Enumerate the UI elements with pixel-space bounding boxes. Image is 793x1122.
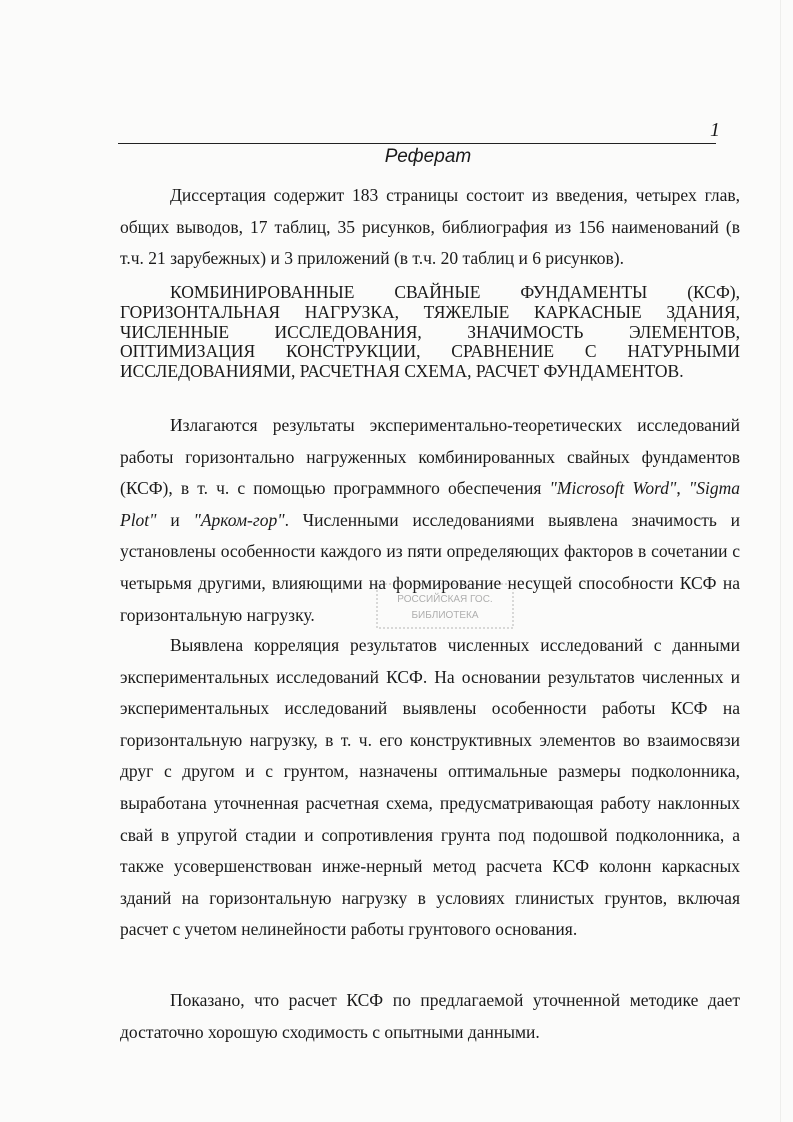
research-paragraph: [120, 410, 740, 631]
research-text-start: Излагаются результаты экспериментально-теоретических исследований работы горизонтально нагруженных комбинированных свайных фундаментов (КСФ), в т. ч. с помощью программного обеспечения: [120, 415, 740, 499]
separator-and: и: [156, 509, 194, 530]
conclusion-paragraph: Показано, что расчет КСФ по предлагаемой уточненной методике дает достаточно хорошую сходимость с опытными данными.: [120, 990, 740, 1042]
summary-paragraph: Диссертация содержит 183 страницы состоит из введения, четырех глав, общих выводов, 17 таблиц, 35 рисунков, библиография из 156 наименований (в т.ч. 21 зарубежных) и 3 приложений (в т.ч. 20 таблиц и 6 рисунков).: [120, 185, 740, 269]
software-name-word: "Microsoft Word": [549, 478, 677, 499]
page-title: Реферат: [384, 146, 472, 167]
separator-comma: ,: [676, 478, 689, 499]
software-name-sigmaplot: "Sigma Plot": [120, 478, 741, 530]
keywords-paragraph: КОМБИНИРОВАННЫЕ СВАЙНЫЕ ФУНДАМЕНТЫ (КСФ), ГОРИЗОНТАЛЬНАЯ НАГРУЗКА, ТЯЖЕЛЫЕ КАРКАСНЫЕ ЗДАНИЯ, ЧИСЛЕННЫЕ ИССЛЕДОВАНИЯ, ЗНАЧИМОСТЬ ЭЛЕМЕНТОВ, ОПТИМИЗАЦИЯ КОНСТРУКЦИИ, СРАВНЕНИЕ С НАТУРНЫМИ ИССЛЕДОВАНИЯМИ, РАСЧЕТНАЯ СХЕМА, РАСЧЕТ ФУНДАМЕНТОВ.: [120, 282, 740, 382]
research-text-end: . Численными исследованиями выявлена значимость и установлены особенности каждого из пяти определяющих факторов в сочетании с четырьмя другими, влияющими на формирование несущей способности КСФ на горизонтальную нагрузку.: [120, 509, 740, 625]
stamp-line-2: БИБЛИОТЕКА: [411, 610, 479, 621]
correlation-paragraph: Выявлена корреляция результатов численных исследований с данными экспериментальных исследований КСФ. На основании результатов численных и экспериментальных исследований выявлены особенности работы КСФ на горизонтальную нагрузку, в т. ч. его конструктивных элементов во взаимосвязи друг с другом и с грунтом, назначены оптимальные размеры подколонника, выработана уточненная расчетная схема, предусматривающая работу наклонных свай в упругой стадии и сопротивления грунта под подошвой подколонника, а также усовершенствован инже-нерный метод расчета КСФ колонн каркасных зданий на горизонтальную нагрузку в условиях глинистых грунтов, включая расчет с учетом нелинейности работы грунтового основания.: [120, 635, 740, 940]
page-number: 1: [710, 119, 720, 141]
scan-edge: [780, 0, 781, 1122]
stamp-line-1: РОССИЙСКАЯ ГОС.: [397, 594, 493, 605]
software-name-arkom: "Арком-гор": [193, 509, 285, 530]
